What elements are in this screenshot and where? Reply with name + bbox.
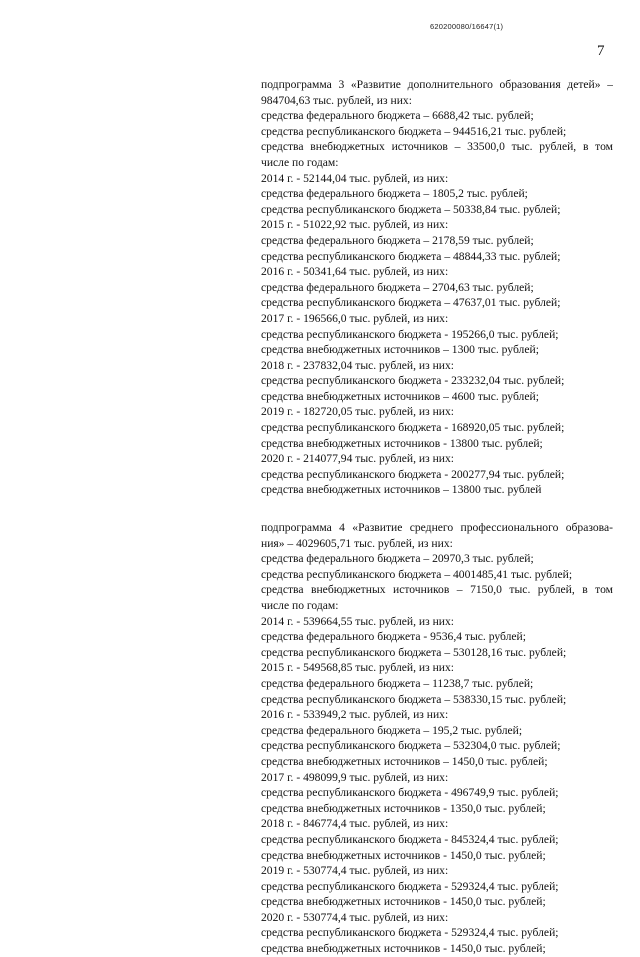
text-line: 2020 г. - 530774,4 тыс. рублей, из них: [261,910,449,924]
paragraph-gap [261,498,613,520]
text-line: средства внебюджетных источников – 7150,0 тыс. рублей, в том [261,583,613,597]
text-line: средства республиканского бюджета - 168920,05 тыс. рублей; [261,421,565,435]
text-line: 2015 г. - 549568,85 тыс. рублей, из них: [261,661,454,675]
text-line: 2016 г. - 50341,64 тыс. рублей, из них: [261,265,449,279]
text-line: средства федерального бюджета – 20970,3 тыс. рублей; [261,552,534,566]
text-line: средства внебюджетных источников - 1350,0 тыс. рублей; [261,801,546,815]
text-line: средства республиканского бюджета – 47637,01 тыс. рублей; [261,296,561,310]
text-line: 2018 г. - 846774,4 тыс. рублей, из них: [261,817,449,831]
text-line: средства республиканского бюджета – 538330,15 тыс. рублей; [261,692,567,706]
text-line: 2019 г. - 530774,4 тыс. рублей, из них: [261,864,449,878]
text-line: средства республиканского бюджета – 48844,33 тыс. рублей; [261,249,561,263]
text-line: средства республиканского бюджета – 4001485,41 тыс. рублей; [261,567,573,581]
text-line: средства федерального бюджета – 6688,42 тыс. рублей; [261,109,534,123]
page-number: 7 [597,43,605,59]
text-line: средства республиканского бюджета - 845324,4 тыс. рублей; [261,832,559,846]
text-line: средства республиканского бюджета – 944516,21 тыс. рублей; [261,124,567,138]
text-line: средства внебюджетных источников – 1300 тыс. рублей; [261,343,539,357]
text-line: средства внебюджетных источников – 13800 тыс. рублей [261,483,542,497]
text-line: 2020 г. - 214077,94 тыс. рублей, из них: [261,452,454,466]
text-line: 2018 г. - 237832,04 тыс. рублей, из них: [261,358,454,372]
text-line: 2015 г. - 51022,92 тыс. рублей, из них: [261,218,449,232]
text-line: подпрограмма 3 «Развитие дополнительного образования детей» – [261,78,613,91]
text-line: средства внебюджетных источников – 33500,0 тыс. рублей, в том [261,140,613,154]
text-line: 984704,63 тыс. рублей, из них: [261,93,412,107]
text-line: средства внебюджетных источников - 13800 тыс. рублей; [261,436,543,450]
document-body [261,77,613,957]
text-line: средства республиканского бюджета - 195266,0 тыс. рублей; [261,327,559,341]
text-line: 2017 г. - 196566,0 тыс. рублей, из них: [261,311,449,325]
text-line: числе по годам: [261,155,339,169]
text-line: 2019 г. - 182720,05 тыс. рублей, из них: [261,405,454,419]
text-line: средства федерального бюджета – 195,2 тыс. рублей; [261,723,523,737]
text-line: средства внебюджетных источников - 1450,0 тыс. рублей; [261,895,546,909]
document-code: 620200080/16647(1) [430,22,504,31]
text-line: ния» – 4029605,71 тыс. рублей, из них: [261,536,453,550]
text-line: средства республиканского бюджета – 50338,84 тыс. рублей; [261,202,561,216]
text-line: средства республиканского бюджета - 200277,94 тыс. рублей; [261,467,565,481]
subprogram-3-block [261,77,613,498]
text-line: средства федерального бюджета – 11238,7 тыс. рублей; [261,676,534,690]
text-line: подпрограмма 4 «Развитие среднего профессионального образова- [261,521,613,535]
text-line: 2014 г. - 539664,55 тыс. рублей, из них: [261,614,454,628]
text-line: средства федерального бюджета – 1805,2 тыс. рублей; [261,187,528,201]
text-line: средства федерального бюджета – 2704,63 тыс. рублей; [261,280,534,294]
text-line: средства внебюджетных источников – 1450,0 тыс. рублей; [261,754,548,768]
text-line: средства внебюджетных источников – 4600 тыс. рублей; [261,389,539,403]
subprogram-4-block [261,520,613,957]
text-line: средства республиканского бюджета – 530128,16 тыс. рублей; [261,645,567,659]
text-line: числе по годам: [261,599,339,612]
text-line: средства внебюджетных источников - 1450,0 тыс. рублей; [261,942,546,956]
text-line: средства республиканского бюджета - 233232,04 тыс. рублей; [261,374,565,388]
text-line: 2014 г. - 52144,04 тыс. рублей, из них: [261,171,449,185]
text-line: 2017 г. - 498099,9 тыс. рублей, из них: [261,770,449,784]
text-line: средства федерального бюджета - 9536,4 тыс. рублей; [261,630,526,644]
text-line: средства республиканского бюджета - 496749,9 тыс. рублей; [261,786,559,800]
text-line: средства республиканского бюджета - 529324,4 тыс. рублей; [261,879,559,893]
text-line: средства федерального бюджета – 2178,59 тыс. рублей; [261,233,534,247]
text-line: средства республиканского бюджета – 532304,0 тыс. рублей; [261,739,561,753]
text-line: средства республиканского бюджета - 529324,4 тыс. рублей; [261,926,559,940]
text-line: средства внебюджетных источников - 1450,0 тыс. рублей; [261,848,546,862]
text-line: 2016 г. - 533949,2 тыс. рублей, из них: [261,708,449,722]
